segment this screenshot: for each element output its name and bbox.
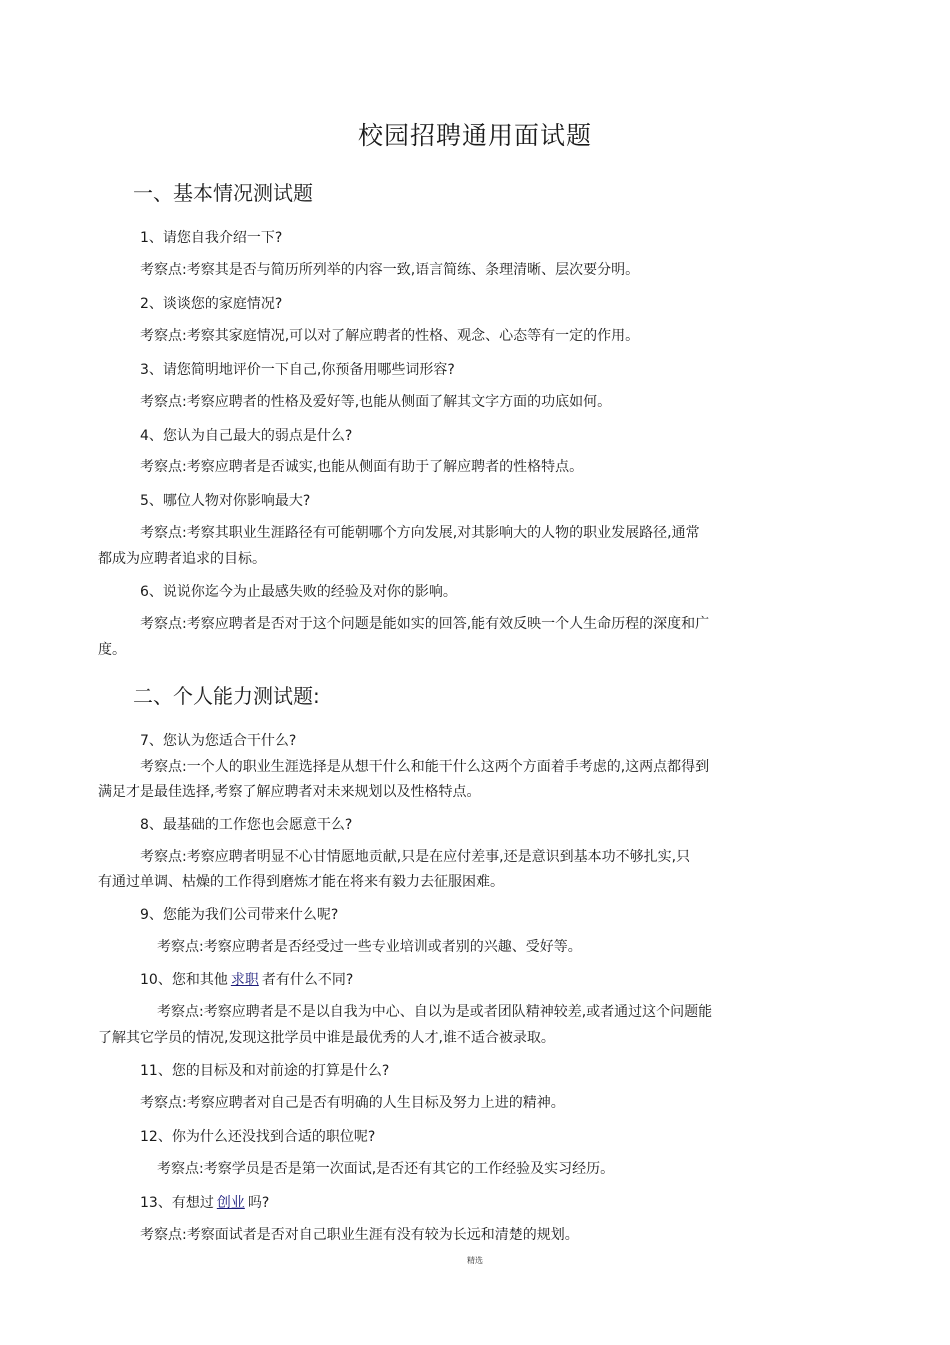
- question-13: [140, 1193, 820, 1213]
- answer-8-line-1: 考察点:考察应聘者明显不心甘情愿地贡献,只是在应付差事,还是意识到基本功不够扎实,只: [140, 849, 691, 865]
- answer-4: 考察点:考察应聘者是否诚实,也能从侧面有助于了解应聘者的性格特点。: [140, 459, 584, 475]
- question-3: 3、请您简明地评价一下自己,你预备用哪些词形容?: [140, 362, 455, 378]
- link-entrepreneurship[interactable]: 创业: [216, 1195, 245, 1211]
- answer-1: 考察点:考察其是否与简历所列举的内容一致,语言简练、条理清晰、层次要分明。: [140, 262, 640, 278]
- answer-10-line-2: 了解其它学员的情况,发现这批学员中谁是最优秀的人才,谁不适合被录取。: [98, 1030, 555, 1046]
- answer-2: 考察点:考察其家庭情况,可以对了解应聘者的性格、观念、心态等有一定的作用。: [140, 328, 640, 344]
- question-9: 9、您能为我们公司带来什么呢?: [140, 907, 339, 923]
- answer-10-line-1: 考察点:考察应聘者是不是以自我为中心、自以为是或者团队精神较差,或者通过这个问题能: [157, 1004, 713, 1020]
- page-footer: 精选: [467, 1256, 483, 1265]
- question-10-text-pre: 10、您和其他: [140, 972, 228, 988]
- question-5: 5、哪位人物对你影响最大?: [140, 493, 311, 509]
- answer-9: 考察点:考察应聘者是否经受过一些专业培训或者别的兴趣、受好等。: [157, 939, 582, 955]
- question-6: 6、说说你迄今为止最感失败的经验及对你的影响。: [140, 584, 457, 600]
- question-13-text-pre: 13、有想过: [140, 1195, 214, 1211]
- section-heading-ability: 二、个人能力测试题:: [133, 684, 320, 708]
- question-2: 2、谈谈您的家庭情况?: [140, 296, 283, 312]
- page-title: 校园招聘通用面试题: [357, 121, 592, 150]
- question-10-text-post: 者有什么不同?: [261, 972, 354, 988]
- question-1: 1、请您自我介绍一下?: [140, 230, 283, 246]
- answer-11: 考察点:考察应聘者对自己是否有明确的人生目标及努力上进的精神。: [140, 1095, 565, 1111]
- answer-8-line-2: 有通过单调、枯燥的工作得到磨炼才能在将来有毅力去征服困难。: [98, 874, 504, 890]
- answer-3: 考察点:考察应聘者的性格及爱好等,也能从侧面了解其文字方面的功底如何。: [140, 394, 612, 410]
- question-4: 4、您认为自己最大的弱点是什么?: [140, 428, 353, 444]
- question-12: 12、你为什么还没找到合适的职位呢?: [140, 1129, 376, 1145]
- question-7: 7、您认为您适合干什么?: [140, 733, 297, 749]
- question-11: 11、您的目标及和对前途的打算是什么?: [140, 1063, 390, 1079]
- section-heading-basic: 一、基本情况测试题: [133, 181, 313, 205]
- answer-5-line-1: 考察点:考察其职业生涯路径有可能朝哪个方向发展,对其影响大的人物的职业发展路径,通常: [140, 525, 700, 541]
- question-10: [140, 970, 820, 990]
- answer-7-line-2: 满足才是最佳选择,考察了解应聘者对未来规划以及性格特点。: [98, 784, 481, 800]
- question-13-text-post: 吗?: [247, 1195, 270, 1211]
- answer-13: 考察点:考察面试者是否对自己职业生涯有没有较为长远和清楚的规划。: [140, 1227, 579, 1243]
- answer-6-line-2: 度。: [98, 642, 126, 658]
- answer-12: 考察点:考察学员是否是第一次面试,是否还有其它的工作经验及实习经历。: [157, 1161, 615, 1177]
- answer-6-line-1: 考察点:考察应聘者是否对于这个问题是能如实的回答,能有效反映一个人生命历程的深度和广: [140, 616, 710, 632]
- question-8: 8、最基础的工作您也会愿意干么?: [140, 817, 353, 833]
- answer-5-line-2: 都成为应聘者追求的目标。: [98, 551, 266, 567]
- answer-7-line-1: 考察点:一个人的职业生涯选择是从想干什么和能干什么这两个方面着手考虑的,这两点都得到: [140, 759, 710, 775]
- link-job-seeking[interactable]: 求职: [230, 972, 259, 988]
